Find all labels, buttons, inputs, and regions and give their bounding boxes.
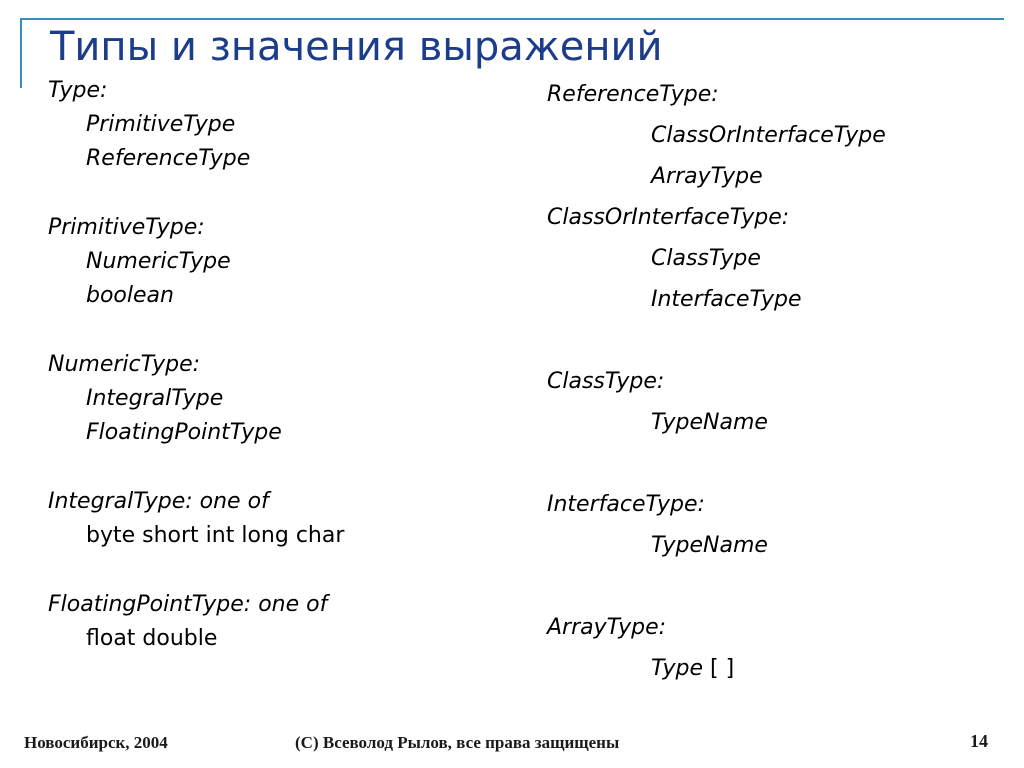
grammar-line: NumericType:: [48, 352, 201, 377]
grammar-line: TypeName: [651, 533, 768, 558]
footer-copyright: (C) Всеволод Рылов, все права защищены: [295, 733, 620, 752]
grammar-line: ArrayType: [651, 164, 763, 189]
grammar-line: byte short int long char: [86, 523, 345, 548]
grammar-line: boolean: [86, 283, 174, 308]
grammar-line: InterfaceType: [651, 287, 802, 312]
grammar-line: ClassOrInterfaceType:: [547, 205, 790, 230]
slide-page-number: 14: [970, 731, 988, 751]
grammar-line: TypeName: [651, 410, 768, 435]
grammar-line: ClassOrInterfaceType: [651, 123, 886, 148]
grammar-line: FloatingPointType: one of: [48, 592, 328, 617]
grammar-line: PrimitiveType: [86, 112, 236, 137]
array-brackets: [ ]: [703, 656, 735, 681]
footer-location: Новосибирск, 2004: [24, 733, 168, 752]
grammar-line: PrimitiveType:: [48, 215, 205, 240]
slide-frame-top-line: [20, 18, 1004, 20]
grammar-line-array: [651, 656, 734, 681]
grammar-line: InterfaceType:: [547, 492, 705, 517]
grammar-line: ReferenceType: [86, 146, 251, 171]
grammar-line: FloatingPointType: [86, 420, 282, 445]
grammar-line: ArrayType:: [547, 615, 667, 640]
grammar-line: Type:: [48, 78, 108, 103]
grammar-line: IntegralType: [86, 386, 224, 411]
grammar-token: Type: [651, 656, 704, 681]
grammar-line: ClassType:: [547, 369, 665, 394]
grammar-line: IntegralType: one of: [48, 489, 269, 514]
grammar-line: NumericType: [86, 249, 231, 274]
grammar-line: ClassType: [651, 246, 761, 271]
slide-title: Типы и значения выражений: [50, 24, 663, 70]
slide-frame-left-line: [20, 18, 22, 88]
grammar-line: ReferenceType:: [547, 82, 719, 107]
grammar-line: float double: [86, 626, 218, 651]
